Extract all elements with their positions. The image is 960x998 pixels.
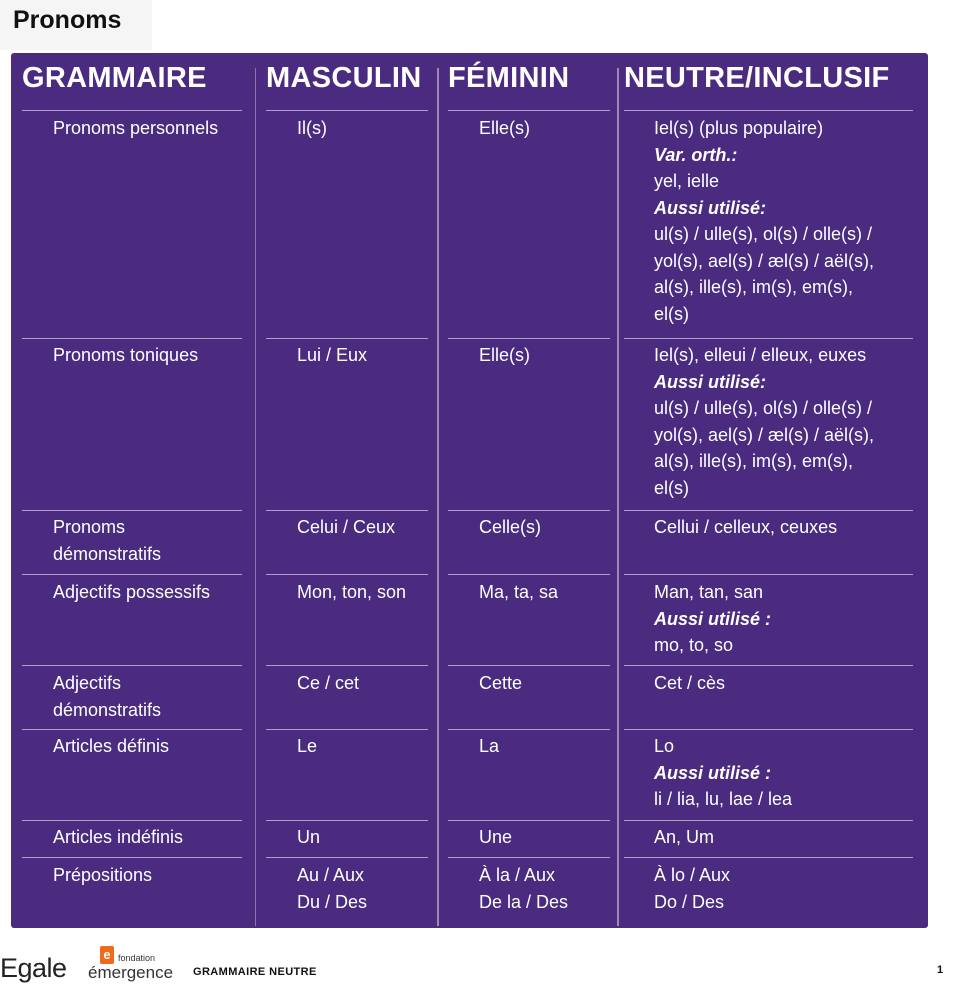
table-cell-masculine (297, 342, 367, 369)
cell-line: Elle(s) (479, 345, 531, 365)
row-divider (624, 574, 913, 575)
row-divider (448, 110, 610, 111)
row-divider (448, 338, 610, 339)
cell-line: Au / Aux (297, 865, 365, 885)
footer-label: GRAMMAIRE NEUTRE (193, 966, 317, 978)
table-cell-grammar (53, 670, 161, 723)
cell-line: yol(s), ael(s) / æl(s) / aël(s), (654, 250, 875, 271)
table-cell-neutral (654, 342, 874, 501)
table-cell-neutral (654, 670, 725, 697)
emergence-fondation-text: fondation (118, 953, 156, 963)
cell-line: mo, to, so (654, 635, 734, 655)
table-cell-feminine (479, 115, 530, 142)
cell-line: el(s) (654, 477, 689, 498)
egale-logo: Egale (0, 953, 67, 983)
row-divider (266, 820, 428, 821)
column-header: GRAMMAIRE (22, 62, 207, 94)
row-divider (22, 729, 242, 730)
cell-line: Le (297, 736, 318, 756)
cell-line: Iel(s), elleui / elleux, euxes (654, 345, 867, 365)
cell-line: ul(s) / ulle(s), ol(s) / olle(s) / (654, 224, 873, 244)
cell-line: Celle(s) (479, 517, 542, 537)
table-cell-grammar (53, 342, 198, 369)
cell-line: démonstratifs (53, 543, 162, 564)
table-cell-grammar (53, 824, 183, 851)
column-header: FÉMININ (448, 62, 570, 94)
table-cell-feminine (479, 733, 499, 760)
row-divider (624, 510, 913, 511)
row-divider (266, 338, 428, 339)
row-divider (22, 338, 242, 339)
column-header: MASCULIN (266, 62, 422, 94)
table-cell-masculine (297, 514, 395, 541)
row-divider (266, 110, 428, 111)
table-cell-masculine (297, 862, 367, 915)
row-divider (22, 820, 242, 821)
row-divider (22, 510, 242, 511)
row-divider (624, 857, 913, 858)
table-cell-feminine (479, 514, 541, 541)
cell-line: De la / Des (479, 891, 569, 912)
cell-line: Il(s) (297, 118, 327, 138)
cell-line: Une (479, 827, 513, 847)
cell-line: yol(s), ael(s) / æl(s) / aël(s), (654, 424, 875, 445)
row-divider (266, 857, 428, 858)
table-cell-masculine (297, 824, 320, 851)
table-cell-neutral (654, 862, 730, 915)
table-cell-masculine (297, 733, 317, 760)
cell-line: Adjectifs (53, 673, 122, 693)
cell-note-label: Aussi utilisé: (654, 371, 767, 392)
cell-line: al(s), ille(s), im(s), em(s), (654, 451, 853, 471)
row-divider (624, 729, 913, 730)
column-divider (617, 68, 619, 926)
cell-line: Articles définis (53, 736, 170, 756)
cell-line: Mon, ton, son (297, 582, 407, 602)
table-cell-grammar (53, 514, 161, 567)
cell-line: el(s) (654, 303, 689, 324)
row-divider (448, 574, 610, 575)
cell-line: yel, ielle (654, 171, 720, 191)
cell-line: Celui / Ceux (297, 517, 396, 537)
cell-line: Elle(s) (479, 118, 531, 138)
cell-line: La (479, 736, 500, 756)
cell-line: À la / Aux (479, 865, 556, 885)
row-divider (22, 665, 242, 666)
cell-line: démonstratifs (53, 699, 162, 720)
cell-line: Ce / cet (297, 673, 360, 693)
cell-line: À lo / Aux (654, 865, 731, 885)
cell-line: Lo (654, 736, 675, 756)
cell-line: Pronoms toniques (53, 345, 199, 365)
row-divider (448, 857, 610, 858)
cell-line: ul(s) / ulle(s), ol(s) / olle(s) / (654, 398, 873, 418)
table-cell-grammar (53, 733, 169, 760)
cell-line: Pronoms personnels (53, 118, 219, 138)
table-cell-feminine (479, 342, 530, 369)
page-number: 1 (937, 964, 944, 976)
row-divider (624, 110, 913, 111)
table-cell-grammar (53, 862, 152, 889)
row-divider (448, 820, 610, 821)
row-divider (624, 338, 913, 339)
row-divider (448, 510, 610, 511)
table-cell-neutral (654, 514, 837, 541)
row-divider (624, 665, 913, 666)
table-cell-neutral (654, 824, 714, 851)
table-cell-feminine (479, 670, 522, 697)
cell-line: Man, tan, san (654, 582, 764, 602)
table-cell-grammar (53, 115, 218, 142)
emergence-logo (88, 946, 180, 986)
cell-line: Pronoms (53, 517, 126, 537)
table-cell-masculine (297, 670, 359, 697)
cell-line: Adjectifs possessifs (53, 582, 211, 602)
row-divider (22, 110, 242, 111)
cell-line: Iel(s) (plus populaire) (654, 118, 824, 138)
cell-line: Cellui / celleux, ceuxes (654, 517, 838, 537)
cell-line: Cet / cès (654, 673, 726, 693)
cell-line: Articles indéfinis (53, 827, 184, 847)
row-divider (22, 574, 242, 575)
cell-note-label: Aussi utilisé : (654, 762, 772, 783)
table-cell-neutral (654, 579, 771, 659)
table-cell-neutral (654, 115, 874, 327)
cell-line: Du / Des (297, 891, 368, 912)
row-divider (266, 729, 428, 730)
row-divider (266, 665, 428, 666)
table-cell-neutral (654, 733, 792, 813)
emergence-mark-icon: e (100, 946, 114, 964)
row-divider (448, 665, 610, 666)
row-divider (266, 510, 428, 511)
table-cell-feminine (479, 824, 512, 851)
table-cell-grammar (53, 579, 210, 606)
cell-line: Cette (479, 673, 523, 693)
cell-line: Lui / Eux (297, 345, 368, 365)
cell-line: al(s), ille(s), im(s), em(s), (654, 277, 853, 297)
cell-note-label: Aussi utilisé : (654, 608, 772, 629)
cell-line: Do / Des (654, 891, 725, 912)
cell-line: Ma, ta, sa (479, 582, 559, 602)
table-cell-masculine (297, 579, 406, 606)
table-cell-feminine (479, 862, 568, 915)
row-divider (266, 574, 428, 575)
cell-line: li / lia, lu, lae / lea (654, 789, 793, 809)
cell-note-label: Var. orth.: (654, 144, 738, 165)
page-title: Pronoms (0, 0, 152, 50)
column-header: NEUTRE/INCLUSIF (624, 62, 890, 94)
row-divider (448, 729, 610, 730)
table-cell-masculine (297, 115, 327, 142)
table-cell-feminine (479, 579, 558, 606)
cell-line: Prépositions (53, 865, 153, 885)
emergence-wordmark: émergence (88, 963, 174, 982)
cell-note-label: Aussi utilisé: (654, 197, 767, 218)
row-divider (22, 857, 242, 858)
cell-line: An, Um (654, 827, 715, 847)
column-divider (255, 68, 256, 926)
cell-line: Un (297, 827, 321, 847)
row-divider (624, 820, 913, 821)
column-divider (437, 68, 439, 926)
